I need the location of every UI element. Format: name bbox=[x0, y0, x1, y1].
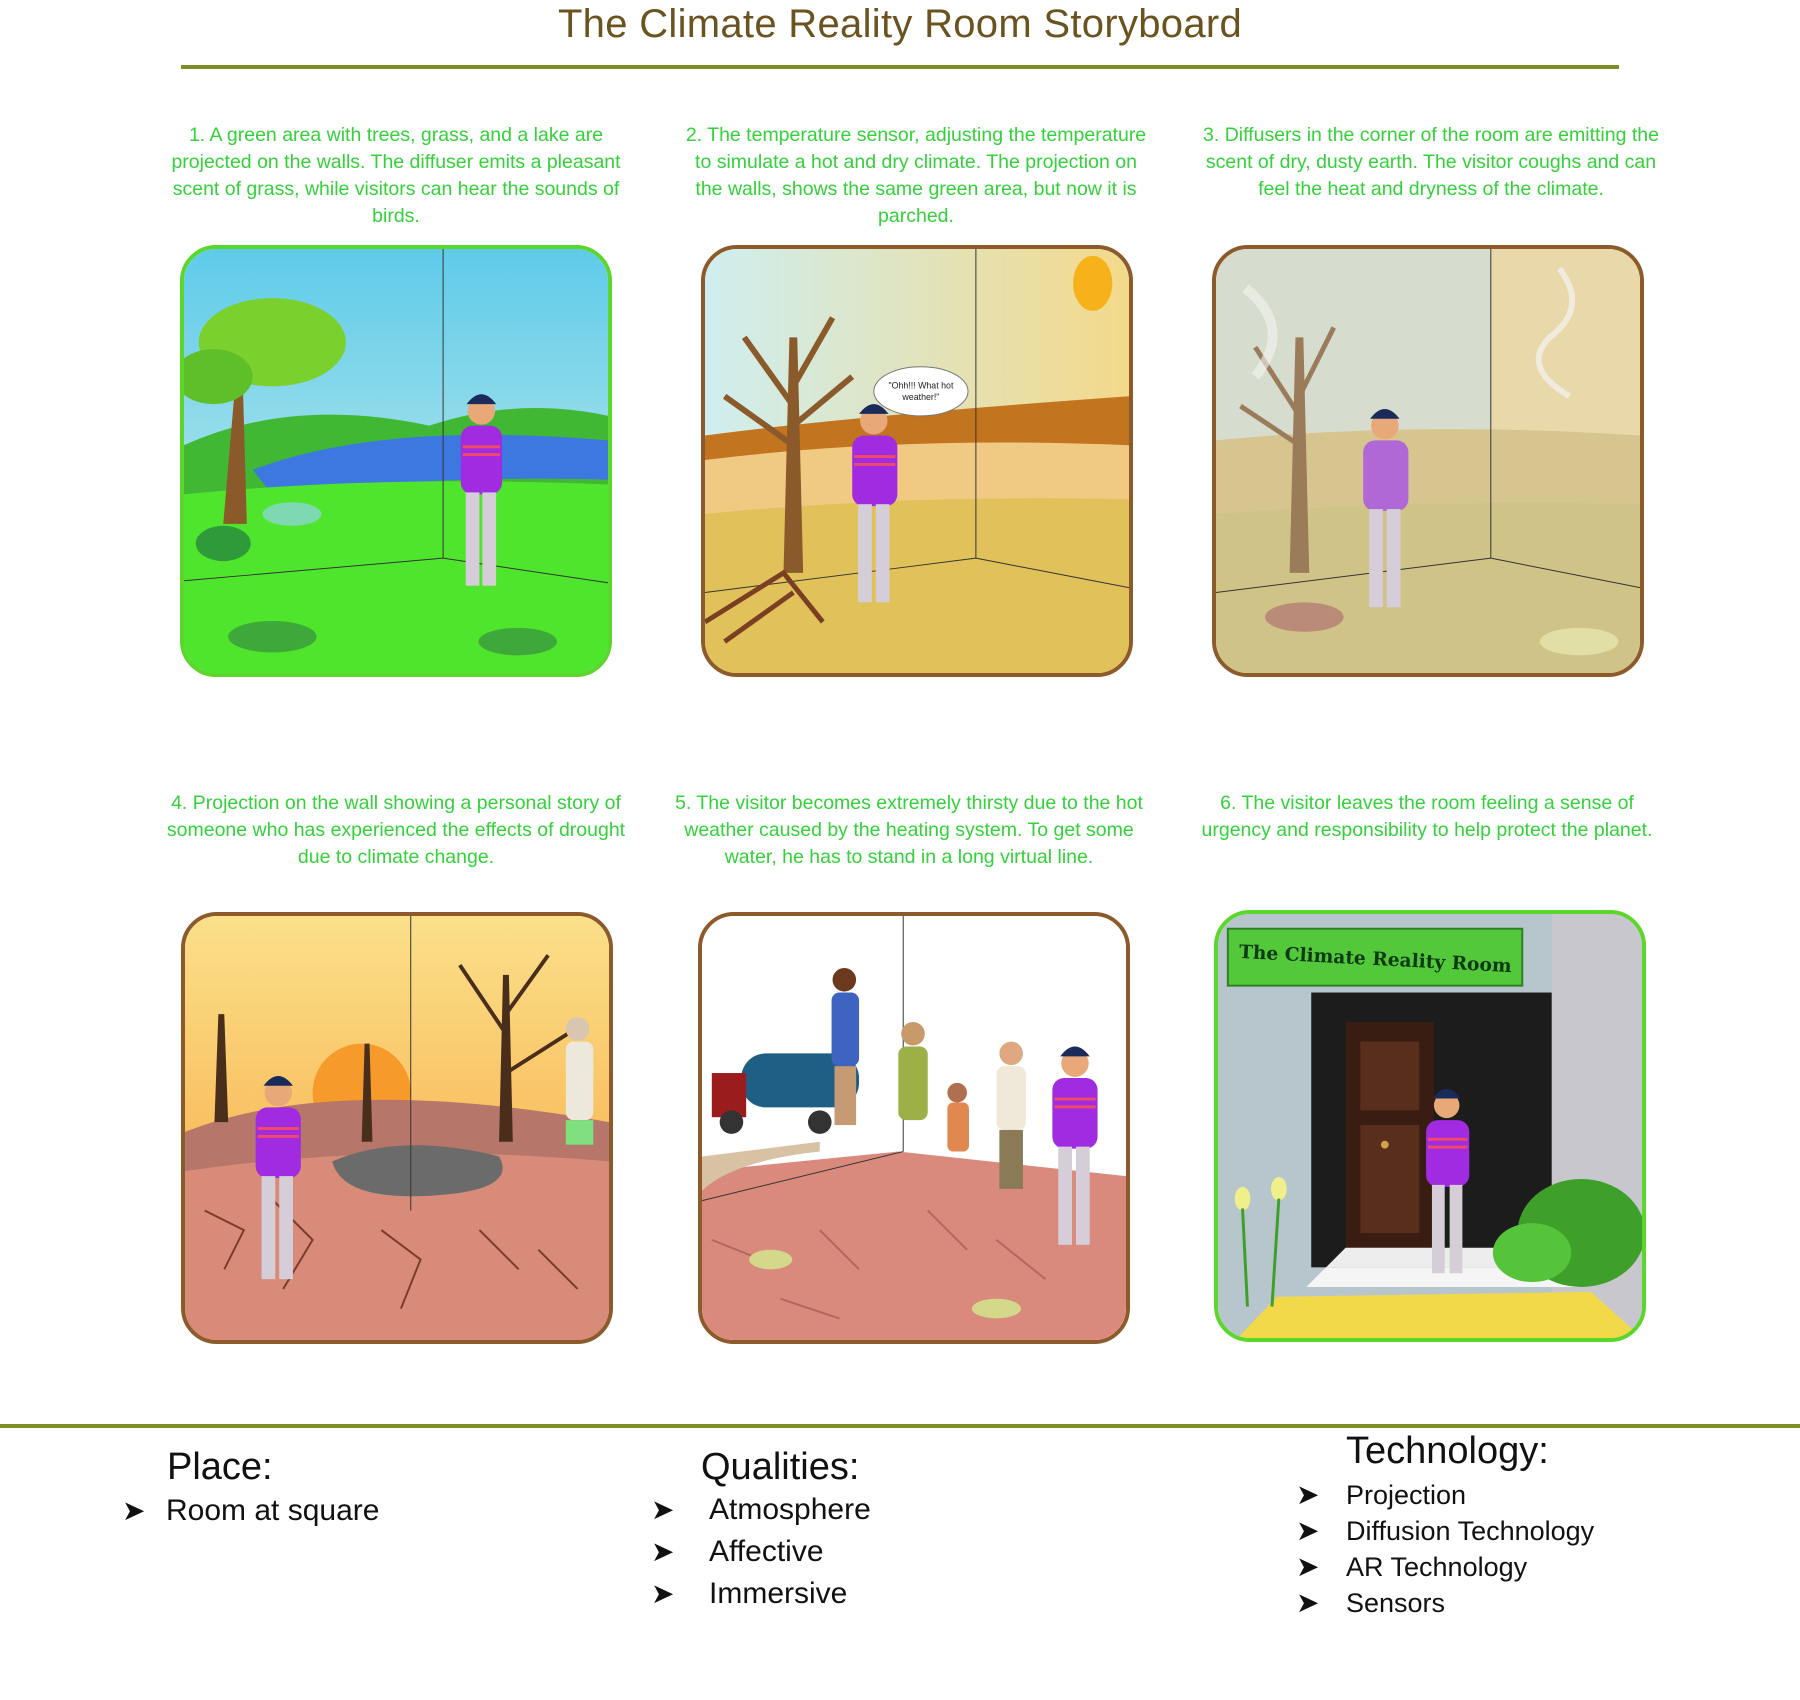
bullet-arrow-icon: ➤ bbox=[1296, 1551, 1320, 1582]
panel-2-parched-area-illustration bbox=[701, 245, 1133, 677]
technology-item: ➤ Diffusion Technology bbox=[1296, 1515, 1595, 1546]
speech-bubble-line-2: weather!" bbox=[902, 392, 940, 403]
qualities-item: ➤ Affective bbox=[651, 1535, 824, 1568]
page-title: The Climate Reality Room Storyboard bbox=[557, 2, 1243, 46]
panel-5-water-line-illustration bbox=[698, 912, 1130, 1344]
place-item: ➤ Room at square bbox=[122, 1494, 380, 1527]
panel-6-leaving-room-illustration bbox=[1214, 910, 1646, 1342]
panel-1-caption: 1. A green area with trees, grass, and a lake are projected on the walls. The diffuser emits a pleasant scent of grass, while visitors can hear the sounds of birds. bbox=[171, 124, 621, 227]
panel-2-caption: 2. The temperature sensor, adjusting the temperature to simulate a hot and dry climate. The projection on the walls, shows the same green area, but now it is parched. bbox=[685, 124, 1147, 227]
qualities-item: ➤ Atmosphere bbox=[651, 1493, 871, 1526]
panel-5-caption: 5. The visitor becomes extremely thirsty due to the hot weather caused by the heating system. To get some water, he has to stand in a long virtual line. bbox=[675, 792, 1143, 868]
qualities-heading: Qualities: bbox=[701, 1446, 860, 1488]
bullet-arrow-icon: ➤ bbox=[651, 1494, 675, 1525]
panel-6-caption: 6. The visitor leaves the room feeling a sense of urgency and responsibility to help protect the planet. bbox=[1201, 792, 1653, 841]
panel-4-drought-story-illustration bbox=[181, 912, 613, 1344]
panel-1-green-meadow-illustration bbox=[180, 245, 612, 677]
bullet-arrow-icon: ➤ bbox=[122, 1495, 146, 1526]
technology-item: ➤ Projection bbox=[1296, 1479, 1467, 1510]
bottom-divider bbox=[0, 1424, 1800, 1428]
speech-bubble-line-1: "Ohh!!! What hot bbox=[888, 380, 954, 391]
technology-item: ➤ Sensors bbox=[1296, 1587, 1446, 1618]
place-heading: Place: bbox=[167, 1446, 273, 1488]
building-sign-text: The Climate Reality Room bbox=[1238, 940, 1513, 978]
bullet-arrow-icon: ➤ bbox=[651, 1578, 675, 1609]
panel-3-caption: 3. Diffusers in the corner of the room are emitting the scent of dry, dusty earth. The visitor coughs and can feel the heat and dryness of the climate. bbox=[1203, 124, 1659, 200]
bullet-arrow-icon: ➤ bbox=[651, 1536, 675, 1567]
technology-heading: Technology: bbox=[1346, 1430, 1549, 1472]
panel-4-caption: 4. Projection on the wall showing a personal story of someone who has experienced the effects of drought due to climate change. bbox=[166, 792, 626, 868]
bullet-arrow-icon: ➤ bbox=[1296, 1515, 1320, 1546]
bullet-arrow-icon: ➤ bbox=[1296, 1479, 1320, 1510]
panel-3-dusty-room-illustration bbox=[1212, 245, 1644, 677]
qualities-item: ➤ Immersive bbox=[651, 1577, 848, 1610]
top-divider bbox=[181, 65, 1619, 69]
bullet-arrow-icon: ➤ bbox=[1296, 1587, 1320, 1618]
technology-item: ➤ AR Technology bbox=[1296, 1551, 1528, 1582]
